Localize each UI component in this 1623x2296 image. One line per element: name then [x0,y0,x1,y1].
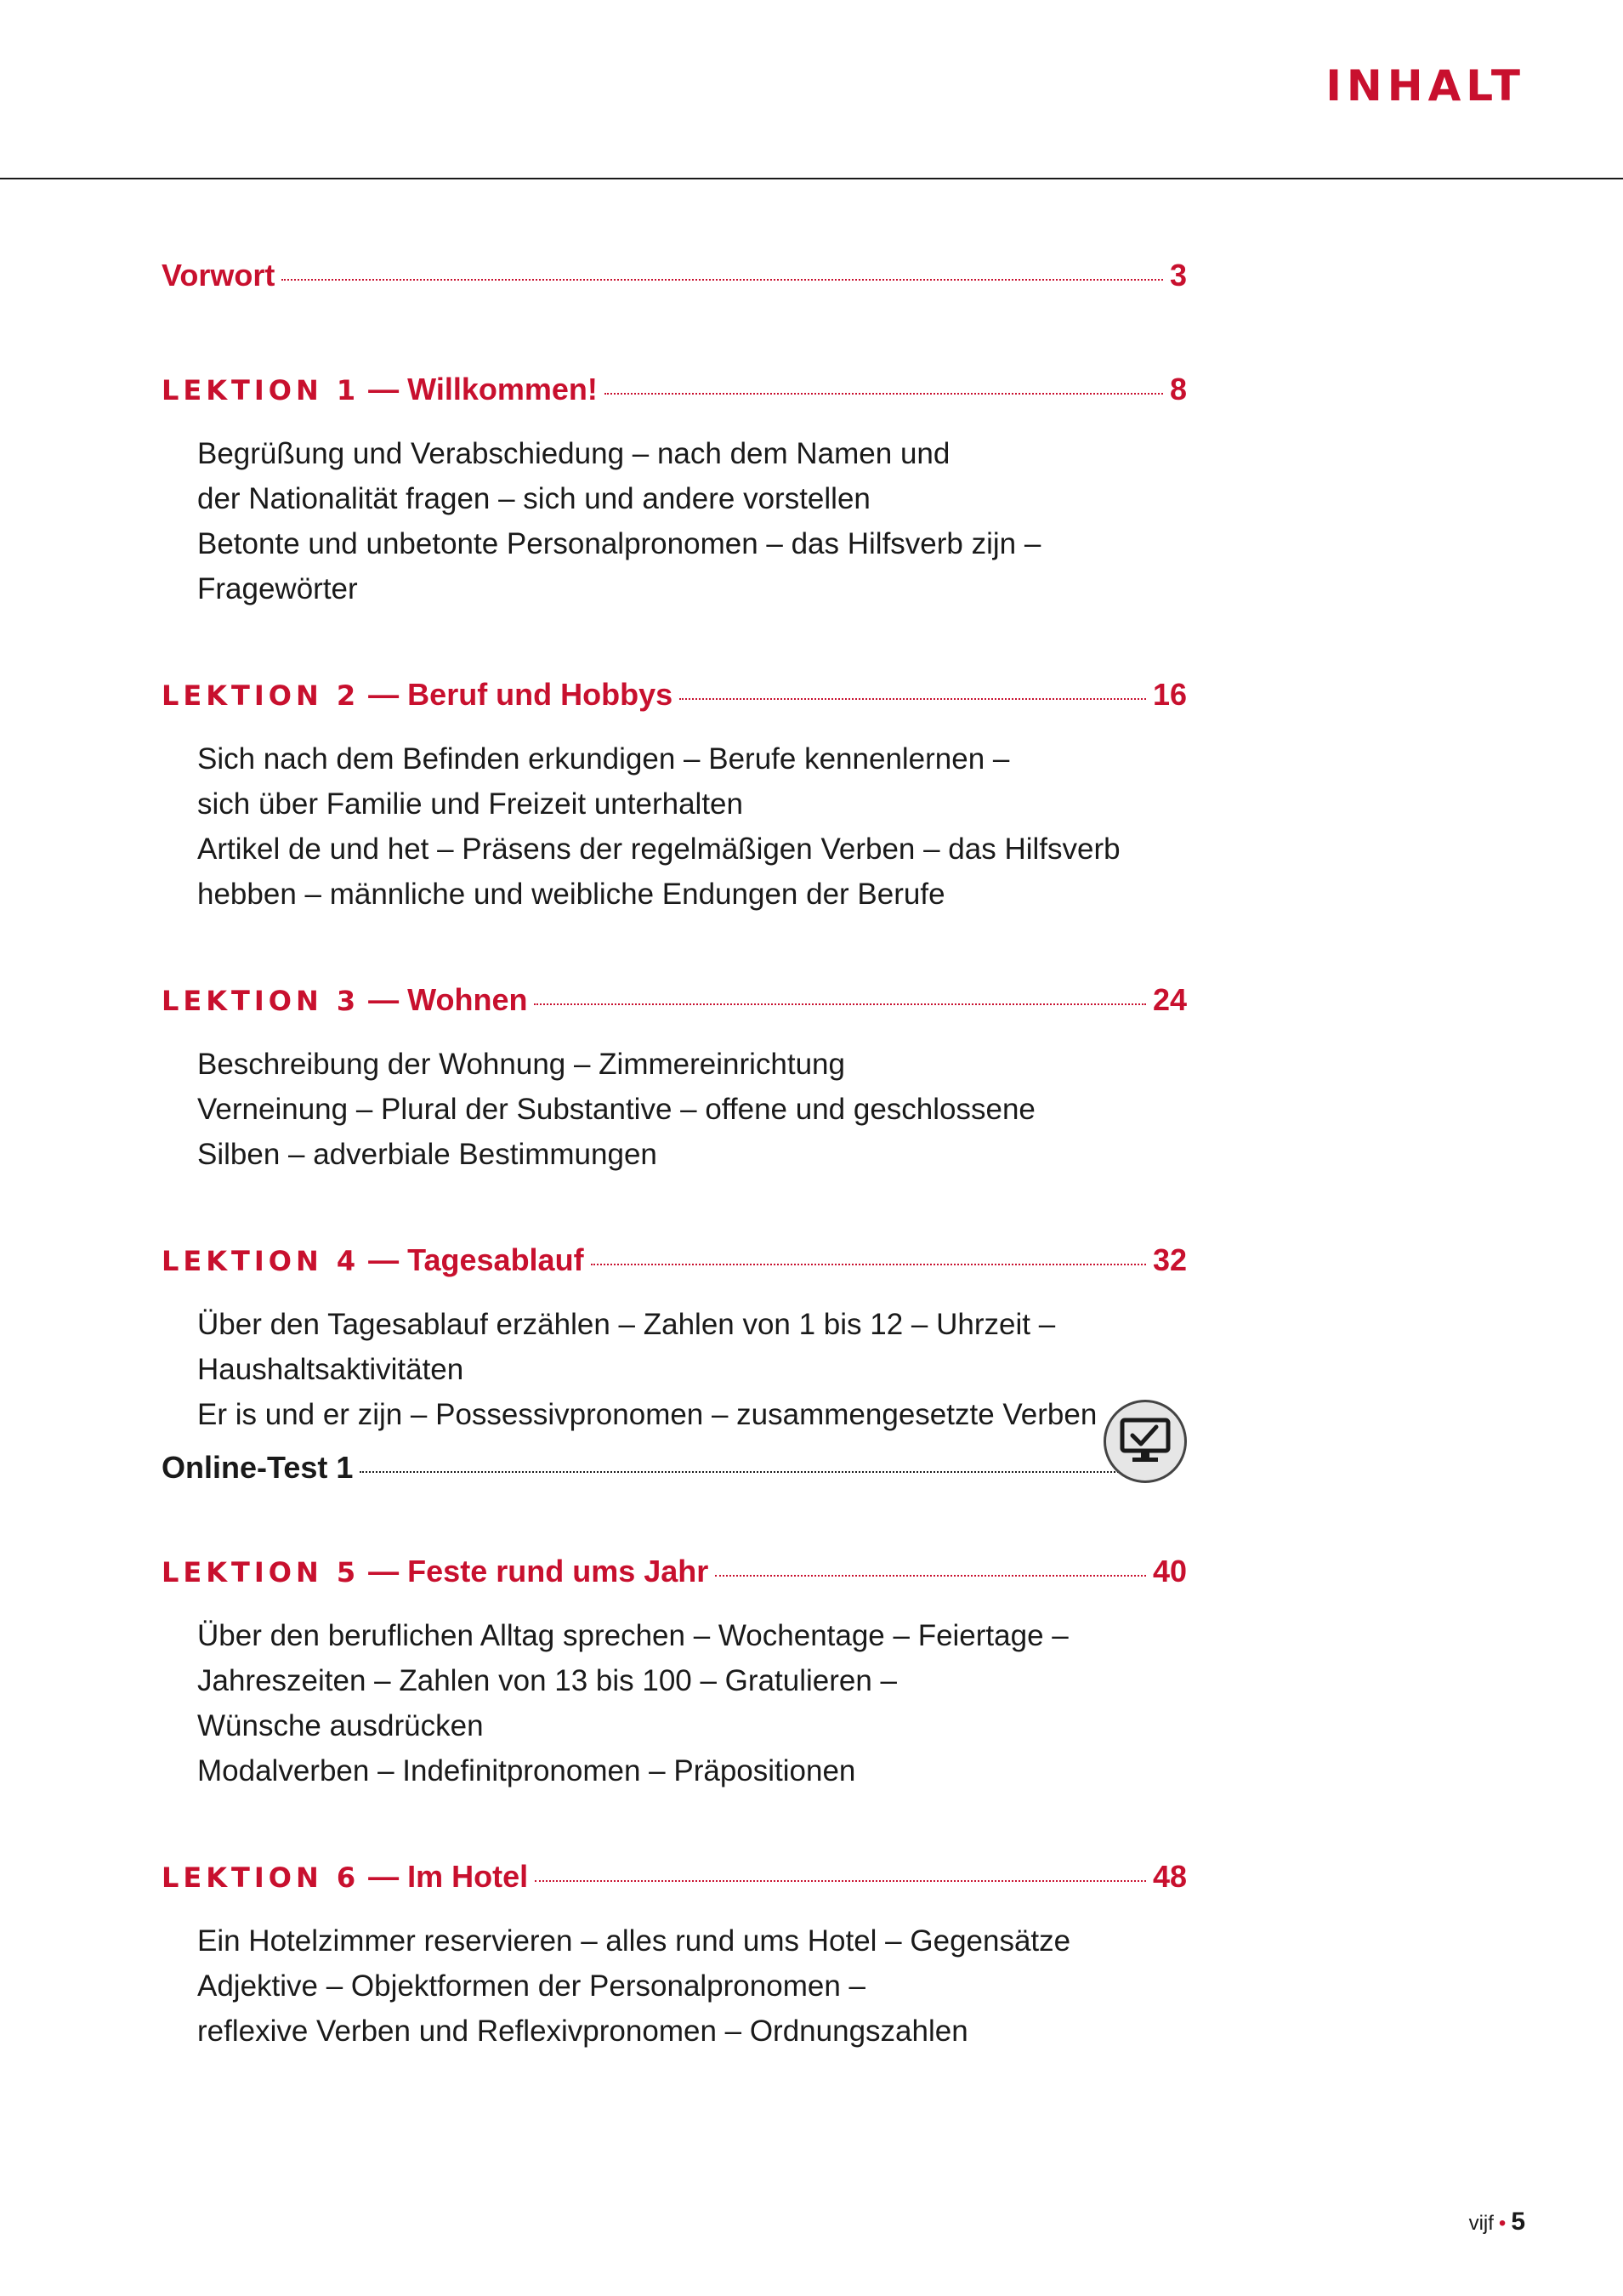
description-line: Adjektive – Objektformen der Personalpronomen – [197,1969,865,2003]
title-dash: — [368,677,400,712]
toc-entry-lektion-6[interactable] [162,1856,1187,1898]
lesson-label: LEKTION 5 [162,1556,360,1588]
description-line: Ein Hotelzimmer reservieren – alles rund ums Hotel – Gegensätze [197,1924,1071,1958]
dot-leader [604,393,1163,395]
computer-test-icon[interactable] [1104,1400,1187,1483]
toc-entry-lektion-2[interactable] [162,674,1187,716]
entry-title: Feste rund ums Jahr [407,1554,709,1588]
title-dash: — [368,1242,400,1277]
entry-title: Tagesablauf [407,1242,584,1277]
toc-entry-vorwort[interactable] [162,255,1187,296]
page-number: 8 [1169,372,1187,406]
description-line: Über den Tagesablauf erzählen – Zahlen von 1 bis 12 – Uhrzeit – [197,1308,1056,1341]
entry-title: Willkommen! [407,372,598,406]
description-line: Verneinung – Plural der Substantive – offene und geschlossene [197,1093,1036,1126]
description-line: Sich nach dem Befinden erkundigen – Berufe kennenlernen – [197,742,1010,776]
lesson-description [162,1613,1187,1793]
description-line: Fragewörter [197,572,358,605]
description-line: hebben – männliche und weibliche Endungen der Berufe [197,878,945,911]
lesson-label: LEKTION 1 [162,374,360,406]
toc-entry-lektion-5[interactable] [162,1551,1187,1593]
lesson-section-3 [162,980,1187,1177]
description-line: Silben – adverbiale Bestimmungen [197,1138,657,1171]
title-dash: — [368,1554,400,1588]
footer-word: vijf [1468,2212,1494,2235]
description-line: Er is und er zijn – Possessivpronomen – zusammengesetzte Verben [197,1398,1098,1431]
toc-entry-online-test[interactable] [162,1447,1187,1488]
lesson-description [162,736,1187,917]
page-number: 48 [1152,1859,1187,1894]
description-line: Wünsche ausdrücken [197,1709,484,1742]
dot-leader [535,1880,1146,1882]
description-line: Betonte und unbetonte Personalpronomen – das Hilfsverb zijn – [197,527,1041,560]
toc-entry-lektion-4[interactable] [162,1240,1187,1282]
header-rule [0,178,1623,179]
lesson-description [162,1302,1187,1437]
description-line: Über den beruflichen Alltag sprechen – Wochentage – Feiertage – [197,1619,1069,1652]
page-number: 3 [1169,258,1187,293]
title-dash: — [368,1859,400,1894]
page-number: 40 [1152,1554,1187,1588]
title-dash: — [368,982,400,1017]
table-of-contents [162,255,1187,2054]
dot-leader [360,1471,1143,1473]
entry-title: Beruf und Hobbys [407,677,673,712]
description-line: Artikel de und het – Präsens der regelmäßigen Verben – das Hilfsverb [197,833,1121,866]
description-line: Modalverben – Indefinitpronomen – Präpositionen [197,1754,856,1787]
monitor-check-icon [1119,1417,1172,1466]
description-line: reflexive Verben und Reflexivpronomen – Ordnungszahlen [197,2015,968,2048]
page-footer [1469,2208,1525,2236]
lesson-section-4 [162,1240,1187,1437]
lesson-description [162,1042,1187,1177]
footer-bullet: • [1498,2212,1507,2235]
lesson-label: LEKTION 6 [162,1861,360,1894]
dot-leader [281,279,1163,281]
dot-leader [679,698,1146,700]
toc-entry-lektion-3[interactable] [162,980,1187,1021]
page-number: 16 [1152,677,1187,712]
entry-title: Vorwort [162,258,275,293]
dot-leader [591,1264,1146,1265]
description-line: Jahreszeiten – Zahlen von 13 bis 100 – Gratulieren – [197,1664,898,1697]
description-line: sich über Familie und Freizeit unterhalten [197,787,743,821]
dot-leader [715,1575,1146,1577]
lesson-label: LEKTION 2 [162,679,360,712]
description-line: Begrüßung und Verabschiedung – nach dem Namen und [197,437,951,470]
page-title: INHALT [1325,61,1525,111]
footer-page-number: 5 [1511,2208,1525,2236]
toc-entry-lektion-1[interactable] [162,369,1187,411]
lesson-description [162,431,1187,611]
page-number: 32 [1152,1242,1187,1277]
entry-title: Im Hotel [407,1859,529,1894]
page-number: 24 [1152,982,1187,1017]
dot-leader [534,1003,1145,1005]
description-line: der Nationalität fragen – sich und andere vorstellen [197,482,871,515]
lesson-section-2 [162,674,1187,917]
lesson-section-5 [162,1551,1187,1793]
lesson-label: LEKTION 4 [162,1245,360,1277]
lesson-label: LEKTION 3 [162,985,360,1017]
entry-title: Wohnen [407,982,528,1017]
entry-title: Online-Test 1 [162,1450,354,1485]
description-line: Haushaltsaktivitäten [197,1353,464,1386]
lesson-description [162,1918,1187,2054]
description-line: Beschreibung der Wohnung – Zimmereinrichtung [197,1048,845,1081]
lesson-section-6 [162,1856,1187,2054]
title-dash: — [368,372,400,406]
lesson-section-1 [162,369,1187,611]
